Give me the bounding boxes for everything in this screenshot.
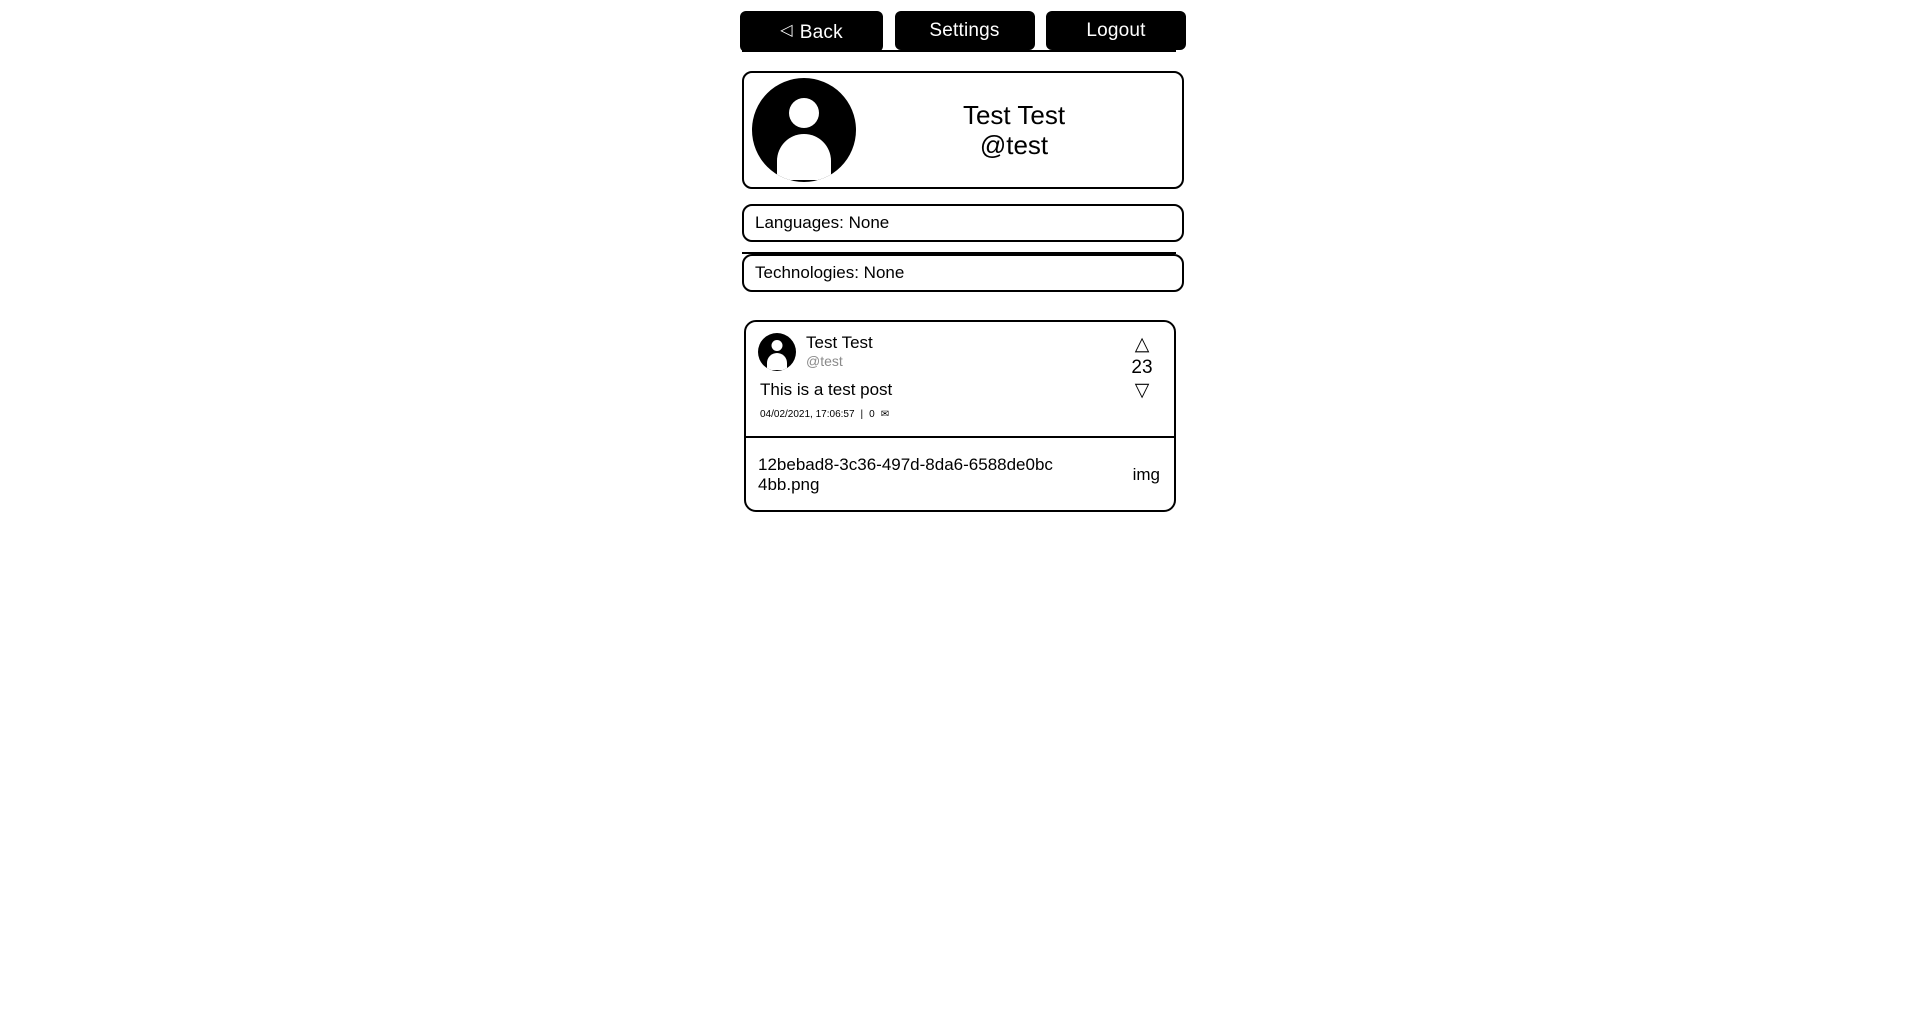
profile-display-name: Test Test [962, 99, 1066, 130]
post-comment-count: 0 [869, 409, 875, 420]
comment-icon: ✉ [880, 409, 890, 420]
post-meta [760, 409, 1122, 420]
back-button-content [780, 23, 843, 42]
post-vote-controls [1122, 333, 1162, 436]
post-author-name: Test Test [806, 333, 873, 352]
attachment-filename: 12bebad8-3c36-497d-8da6-6588de0bc4bb.png [758, 455, 1053, 494]
settings-button[interactable]: Settings [895, 11, 1035, 50]
post-meta-separator: | [860, 409, 864, 420]
post-content: This is a test post [760, 380, 893, 399]
downvote-icon[interactable]: ▽ [1134, 379, 1150, 401]
profile-header-card [742, 71, 1184, 189]
vote-count: 23 [1131, 356, 1153, 378]
languages-label: Languages: None [755, 213, 890, 232]
divider-top [742, 50, 1176, 52]
attachment-type-label: img [1132, 465, 1160, 484]
post-author-handle: @test [806, 352, 843, 369]
logout-button[interactable]: Logout [1046, 11, 1186, 50]
profile-handle: @test [979, 130, 1049, 160]
profile-identity [856, 100, 1182, 161]
user-avatar-icon [752, 78, 856, 182]
top-navigation [740, 11, 1186, 52]
divider-middle [742, 252, 1176, 254]
user-avatar-icon [758, 333, 796, 371]
post-body [746, 322, 1174, 438]
post-timestamp: 04/02/2021, 17:06:57 [760, 409, 855, 420]
technologies-label: Technologies: None [755, 263, 905, 282]
technologies-row [742, 254, 1184, 292]
languages-row [742, 204, 1184, 242]
post-author-names [806, 333, 873, 369]
triangle-left-icon: ◁ [780, 22, 793, 39]
post-card[interactable] [744, 320, 1176, 512]
post-attachment[interactable] [746, 438, 1174, 512]
post-author[interactable] [758, 333, 1122, 371]
back-button[interactable] [740, 11, 883, 52]
post-main [758, 333, 1122, 436]
upvote-icon[interactable]: △ [1134, 334, 1150, 355]
back-button-label: Back [799, 21, 843, 43]
